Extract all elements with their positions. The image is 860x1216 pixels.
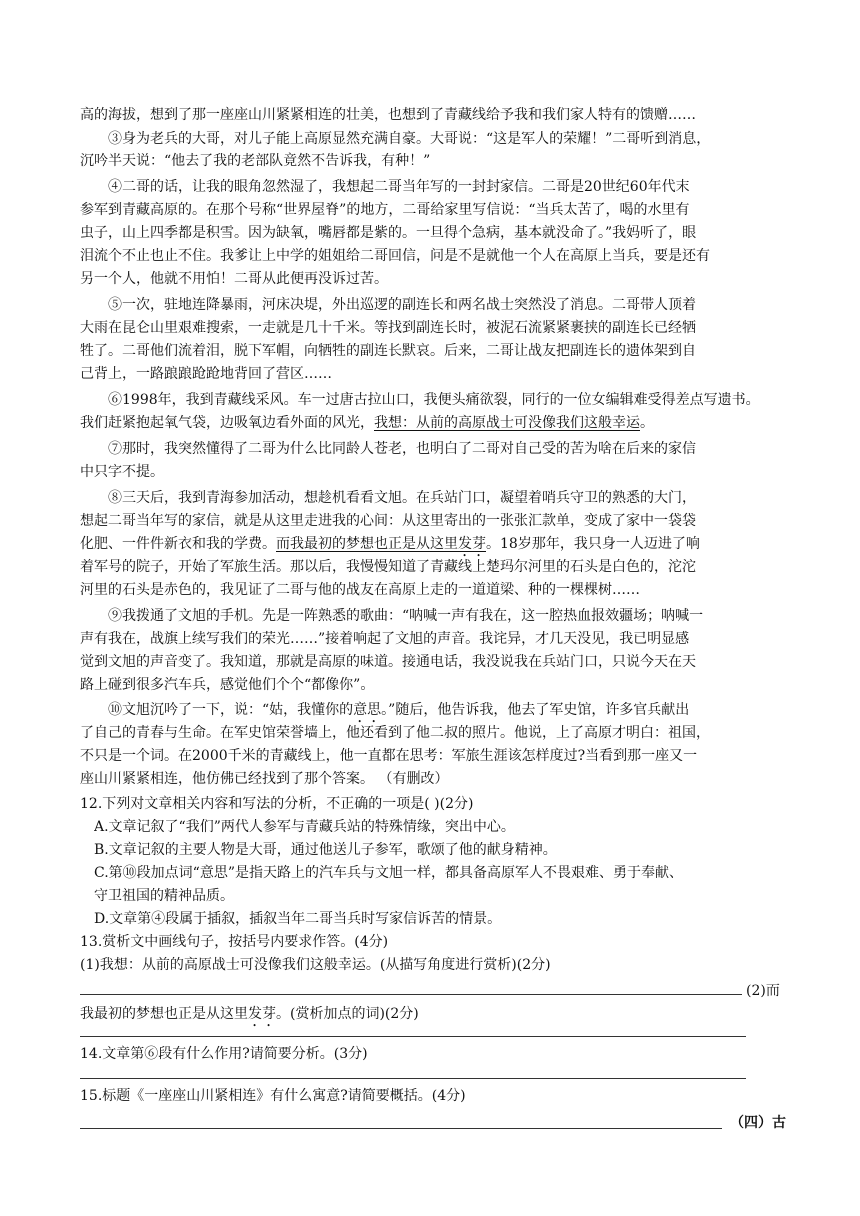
answer-line-15[interactable] xyxy=(80,1128,722,1129)
text-run: 而我最初的梦想也正是从这里 xyxy=(276,536,458,552)
paragraph-9-line: ⑨我拨通了文旭的手机。先是一阵熟悉的歌曲：“呐喊一声有我在，这一腔热血报效疆场；呐喊一 xyxy=(108,608,704,624)
underlined-sentence: 我想：从前的高原战士可没像我们这般幸运 xyxy=(374,415,640,431)
text-line: 高的海拔，想到了那一座座山川紧紧相连的壮美，也想到了青藏线给予我和我们家人特有的馈赠…… xyxy=(80,107,696,123)
next-section-heading: （四）古 xyxy=(730,1115,786,1131)
answer-line-14[interactable] xyxy=(80,1078,746,1079)
option-c: C.第⑩段加点词“意思”是指天路上的汽车兵与文旭一样，都具备高原军人不畏艰难、勇于奉献、 xyxy=(94,865,683,881)
text-run: 。18岁那年，我只身一人迈进了响 xyxy=(486,536,700,552)
text-run: 化肥、一件件新衣和我的学费。 xyxy=(80,536,276,552)
text-run: 。 xyxy=(640,415,654,431)
option-b: B.文章记叙的主要人物是大哥，通过他送儿子参军，歌颂了他的献身精神。 xyxy=(94,842,557,858)
paragraph-4-line: 虫子，山上四季都是积雪。因为缺氧，嘴唇都是紫的。一旦得个急病，基本就没命了。”我妈听了，眼 xyxy=(80,225,697,241)
paragraph-5-line: ⑤一次，驻地连降暴雨，河床决堤，外出巡逻的副连长和两名战士突然没了消息。二哥带人顶着 xyxy=(108,297,696,313)
paragraph-10-line: 了自己的青春与生命。在军史馆荣誉墙上，他还看到了他二叔的照片。他说，上了高原才明白：祖国， xyxy=(80,725,710,741)
paragraph-4-line: 泪流个不止也止不住。我爹让上中学的姐姐给二哥回信，问是不是就他一个人在高原上当兵，要是还有 xyxy=(80,248,710,264)
paragraph-6-line xyxy=(80,412,780,434)
text-run: 我最初的梦想也正是从这里 xyxy=(80,1006,248,1022)
paragraph-8-line: ⑧三天后，我到青海参加活动，想趁机看看文旭。在兵站门口，凝望着哨兵守卫的熟悉的大门， xyxy=(108,490,696,506)
option-c-continued: 守卫祖国的精神品质。 xyxy=(94,888,234,904)
option-d: D.文章第④段属于插叙，插叙当年二哥当兵时写家信诉苦的情景。 xyxy=(94,911,502,927)
text-run: 。”随后，他告诉我，他去了军史馆，许多官兵献出 xyxy=(381,702,690,718)
paragraph-4-line: ④二哥的话，让我的眼角忽然湿了，我想起二哥当年写的一封封家信。二哥是20世纪60年代末 xyxy=(108,179,690,195)
paragraph-7-line: ⑦那时，我突然懂得了二哥为什么比同龄人苍老，也明白了二哥对自己受的苦为啥在后来的家信 xyxy=(108,441,696,457)
paragraph-9-line: 声有我在，战旗上续写我们的荣光……”接着响起了文旭的声音。我诧异，才几天没见，我已明显感 xyxy=(80,631,690,647)
paragraph-10-line: 座山川紧紧相连，他仿佛已经找到了那个答案。 （有删改） xyxy=(80,771,449,787)
paragraph-9-line: 觉到文旭的声音变了。我知道，那就是高原的味道。接通电话，我没说我在兵站门口，只说今天在天 xyxy=(80,654,696,670)
text-run: ⑩文旭沉吟了一下，说：“姑，我懂你的 xyxy=(108,702,354,718)
option-a: A.文章记叙了“我们”两代人参军与青藏兵站的特殊情缘，突出中心。 xyxy=(94,819,515,835)
paragraph-4-line: 参军到青藏高原的。在那个号称“世界屋脊”的地方，二哥给家里写信说：“当兵太苦了，喝的水里有 xyxy=(80,202,690,218)
dotted-word: 发芽 xyxy=(248,1006,276,1022)
underlined-sentence xyxy=(276,536,486,552)
paragraph-9-line: 路上碰到很多汽车兵，感觉他们个个“都像你”。 xyxy=(80,677,375,693)
paragraph-7-line: 中只字不提。 xyxy=(80,464,164,480)
paragraph-8-line: 想起二哥当年写的家信，就是从这里走进我的心间：从这里寄出的一张张汇款单，变成了家中一袋袋 xyxy=(80,513,696,529)
dotted-word: 意思 xyxy=(353,702,382,718)
question-12: 12.下列对文章相关内容和写法的分析，不正确的一项是( )(2分) xyxy=(80,796,474,812)
paragraph-4-line: 另一个人，他就不用怕！二哥从此便再没诉过苦。 xyxy=(80,271,388,287)
question-14: 14.文章第⑥段有什么作用?请简要分析。(3分) xyxy=(80,1046,368,1062)
question-13-part-1: (1)我想：从前的高原战士可没像我们这般幸运。(从描写角度进行赏析)(2分) xyxy=(80,957,551,973)
text-run: 。(赏析加点的词)(2分) xyxy=(276,1006,419,1022)
answer-line-13-2[interactable] xyxy=(80,1036,746,1037)
paragraph-8-line: 着军号的院子，开始了军旅生活。那以后，我慢慢知道了青藏线上楚玛尔河里的石头是白色的，沱沱 xyxy=(80,559,696,575)
paragraph-3-line: 沉吟半天说：“他去了我的老部队竟然不告诉我，有种！” xyxy=(80,153,431,169)
paragraph-5-line: 牲了。二哥他们流着泪，脱下军帽，向牺牲的副连长默哀。后来，二哥让战友把副连长的遗体架到自 xyxy=(80,343,696,359)
question-15: 15.标题《一座座山川紧相连》有什么寓意?请简要概括。(4分) xyxy=(80,1088,466,1104)
paragraph-5-line: 大雨在昆仑山里艰难搜索，一走就是几十千米。等找到副连长时，被泥石流紧紧裹挟的副连长已经牺 xyxy=(80,320,696,336)
paragraph-10-line: 不只是一个词。在2000千米的青藏线上，他一直都在思考：军旅生涯该怎样度过?当看到那一座又一 xyxy=(80,748,698,764)
paragraph-6-line: ⑥1998年，我到青藏线采风。车一过唐古拉山口，我便头痛欲裂，同行的一位女编辑难受得差点写遗书。 xyxy=(108,392,760,408)
dotted-word: 发芽 xyxy=(458,536,486,552)
question-13-part-2-label: (2)而 xyxy=(746,983,780,999)
paragraph-3-line: ③身为老兵的大哥，对儿子能上高原显然充满自豪。大哥说：“这是军人的荣耀！”二哥听到消息， xyxy=(108,131,711,147)
answer-line-13-1[interactable] xyxy=(80,994,742,995)
paragraph-5-line: 己背上，一路踉踉跄跄地背回了营区…… xyxy=(80,366,332,382)
question-13-part-2 xyxy=(80,1003,780,1030)
text-run: 我们赶紧抱起氧气袋，边吸氧边看外面的风光， xyxy=(80,415,374,431)
paragraph-8-line: 河里的石头是赤色的，我见证了二哥与他的战友在高原上走的一道道梁、种的一棵棵树…… xyxy=(80,582,640,598)
question-13: 13.赏析文中画线句子，按括号内要求作答。(4分) xyxy=(80,934,389,950)
